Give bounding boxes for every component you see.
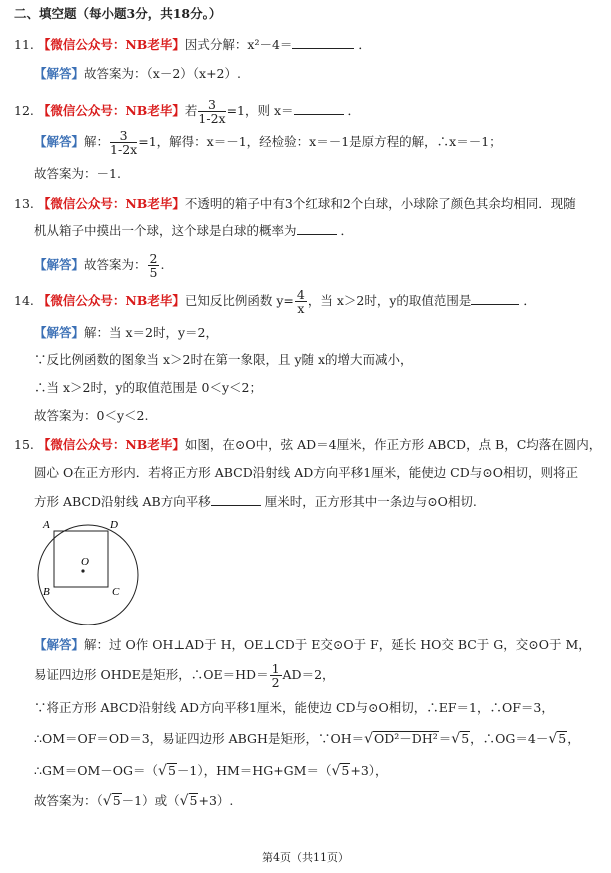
fraction-denominator: x — [297, 301, 305, 316]
answer-15 — [34, 637, 591, 653]
answer-14-step3: ∴当 x＞2时，y的取值范围是 0＜y＜2； — [34, 380, 262, 395]
answer-text: 故答案为：（x－2）（x+2）. — [84, 66, 241, 81]
sqrt-radicand: 5 — [558, 731, 567, 746]
fraction-numerator: 2 — [149, 251, 158, 266]
answer-text: ∴OM＝OF＝OD＝3，易证四边形 ABGH是矩形，∵OH＝ — [34, 731, 365, 746]
question-text: 机从箱子中摸出一个球，这个球是白球的概率为 — [34, 223, 297, 238]
question-number: 14. — [14, 293, 34, 308]
fraction-denominator: 5 — [149, 265, 158, 280]
label-b: B — [43, 586, 50, 598]
answer-tag: 【解答】 — [34, 637, 85, 652]
answer-15-step4: ∴OM＝OF＝OD＝3，易证四边形 ABGH是矩形，∵OH＝√OD²－DH²＝√5，∴OG＝4－√5， — [34, 731, 580, 747]
answer-text: －1）或（ — [121, 793, 180, 808]
label-o: O — [81, 556, 89, 568]
fraction-numerator: 3 — [110, 129, 137, 143]
answer-blank — [211, 493, 261, 506]
answer-text: +3）， — [350, 763, 388, 778]
answer-text: ，∴OG＝4－ — [470, 731, 549, 746]
question-14: 14. 【微信公众号：NB老毕】已知反比例函数 y= $\frac{4}{x}$ ，当 x＞2时，y的取值范围是 ． — [14, 287, 536, 316]
question-text: 如图，在⊙O中，弦 AD＝4厘米，作正方形 ABCD，点 B，C均落在圆内， — [184, 437, 602, 452]
question-text-post: =1，则 x＝ — [226, 103, 294, 118]
answer-text: ， — [567, 731, 580, 746]
label-a: A — [43, 519, 50, 531]
answer-13: 【解答】故答案为： $\frac{2}{5}$ . — [34, 251, 165, 280]
answer-blank — [297, 222, 337, 235]
question-15-line3 — [34, 493, 477, 510]
answer-text: 故答案为：（ — [34, 793, 103, 808]
question-15 — [14, 437, 601, 453]
answer-11 — [34, 66, 241, 82]
answer-text: 解：当 x＝2时，y＝2， — [84, 325, 219, 340]
sqrt-radicand: 5 — [341, 763, 350, 778]
source-tag: 【微信公众号：NB老毕】 — [37, 196, 185, 211]
source-tag: 【微信公众号：NB老毕】 — [37, 293, 185, 308]
fraction — [110, 129, 137, 156]
label-c: C — [112, 586, 120, 598]
label-d: D — [110, 519, 118, 531]
question-text-post: ，当 x＞2时，y的取值范围是 — [307, 293, 472, 308]
page-footer: 第4页（共11页） — [262, 851, 349, 864]
answer-14-step4: 故答案为：0＜y＜2. — [34, 408, 149, 423]
source-tag: 【微信公众号：NB老毕】 — [37, 37, 185, 52]
sqrt-radicand: 5 — [189, 793, 198, 808]
answer-text: +3）. — [198, 793, 234, 808]
answer-blank — [292, 36, 354, 49]
answer-14 — [34, 325, 218, 341]
fraction — [198, 98, 225, 125]
question-13-line2: 机从箱子中摸出一个球，这个球是白球的概率为 ． — [34, 223, 353, 238]
center-point — [81, 569, 84, 572]
sqrt-radicand: OD²－DH² — [374, 731, 438, 746]
question-11: 11. 【微信公众号：NB老毕】因式分解：x²－4＝ ． — [14, 37, 371, 52]
answer-14-step2: ∵反比例函数的图象当 x＞2时在第一象限，且 y随 x的增大而减小， — [34, 352, 413, 367]
answer-tag: 【解答】 — [34, 134, 85, 149]
answer-12-final: 故答案为：－1. — [34, 166, 121, 181]
answer-text: －1），HM＝HG+GM＝（ — [176, 763, 332, 778]
sqrt-radicand: 5 — [112, 793, 121, 808]
answer-tag: 【解答】 — [34, 257, 85, 272]
answer-15-step5: ∴GM＝OM－OG＝（√5－1），HM＝HG+GM＝（√5+3）， — [34, 763, 388, 779]
answer-text: ＝ — [438, 731, 452, 746]
source-tag: 【微信公众号：NB老毕】 — [37, 437, 185, 452]
answer-text: 易证四边形 OHDE是矩形，∴OE＝HD＝ — [34, 667, 269, 682]
source-tag: 【微信公众号：NB老毕】 — [37, 103, 185, 118]
fraction-numerator: 1 — [271, 661, 280, 676]
fraction — [270, 662, 282, 689]
question-15-line2: 圆心 O在正方形内．若将正方形 ABCD沿射线 AD方向平移1厘米，能使边 CD与⊙O相切，则将正 — [34, 465, 578, 480]
answer-15-step3: ∵将正方形 ABCD沿射线 AD方向平移1厘米，能使边 CD与⊙O相切，∴EF＝1，∴OF＝3， — [34, 700, 554, 715]
answer-text: =1，解得：x＝－1，经检验：x＝－1是原方程的解，∴x＝－1； — [138, 134, 502, 149]
circle-o — [38, 525, 138, 625]
sqrt-radicand: 5 — [461, 731, 470, 746]
circle-square-figure — [30, 515, 150, 625]
fraction-numerator: 3 — [198, 98, 225, 112]
question-number: 13. — [14, 196, 34, 211]
question-text: 厘米时，正方形其中一条边与⊙O相切. — [264, 494, 477, 509]
answer-text: 解：过 O作 OH⊥AD于 H，OE⊥CD于 E交⊙O于 F，延长 HO交 BC于 G，交⊙O于 M， — [84, 637, 591, 652]
answer-text: AD＝2， — [282, 667, 335, 682]
question-expr: x²－4＝ — [247, 37, 293, 52]
answer-text: ∴GM＝OM－OG＝（ — [34, 763, 159, 778]
answer-15-final: 故答案为：（√5－1）或（√5+3）. — [34, 793, 234, 809]
question-number: 15. — [14, 437, 34, 452]
question-number: 12. — [14, 103, 34, 118]
sqrt-radicand: 5 — [167, 763, 176, 778]
question-13 — [14, 196, 576, 212]
question-text: 方形 ABCD沿射线 AB方向平移 — [34, 494, 211, 509]
fraction-denominator: 1-2x — [110, 142, 138, 157]
question-12: 12. 【微信公众号：NB老毕】若 $\frac{3}{1-2x}$ =1，则 x＝ ． — [14, 97, 361, 126]
question-text: 已知反比例函数 y= — [184, 293, 294, 308]
fraction-denominator: 2 — [271, 675, 280, 690]
fraction-denominator: 1-2x — [198, 111, 226, 126]
answer-blank — [471, 292, 519, 305]
answer-tag: 【解答】 — [34, 325, 85, 340]
question-number: 11. — [14, 37, 34, 52]
question-text: 因式分解： — [184, 37, 248, 52]
answer-15-step2 — [34, 660, 335, 690]
section-title: 二、填空题（每小题3分，共18分。） — [14, 6, 222, 21]
fraction-numerator: 4 — [296, 287, 305, 302]
fraction — [148, 252, 160, 279]
question-text: 不透明的箱子中有3个红球和2个白球，小球除了颜色其余均相同．现随 — [184, 196, 576, 211]
answer-blank — [294, 102, 344, 115]
fraction — [295, 288, 307, 315]
answer-12: 【解答】解： $\frac{3}{1-2x}$ =1，解得：x＝－1，经检验：x＝－1是原方程的解，∴x＝－1； — [34, 128, 502, 157]
question-text: 若 — [184, 103, 198, 118]
answer-text: 故答案为： — [84, 257, 147, 272]
answer-tag: 【解答】 — [34, 66, 85, 81]
